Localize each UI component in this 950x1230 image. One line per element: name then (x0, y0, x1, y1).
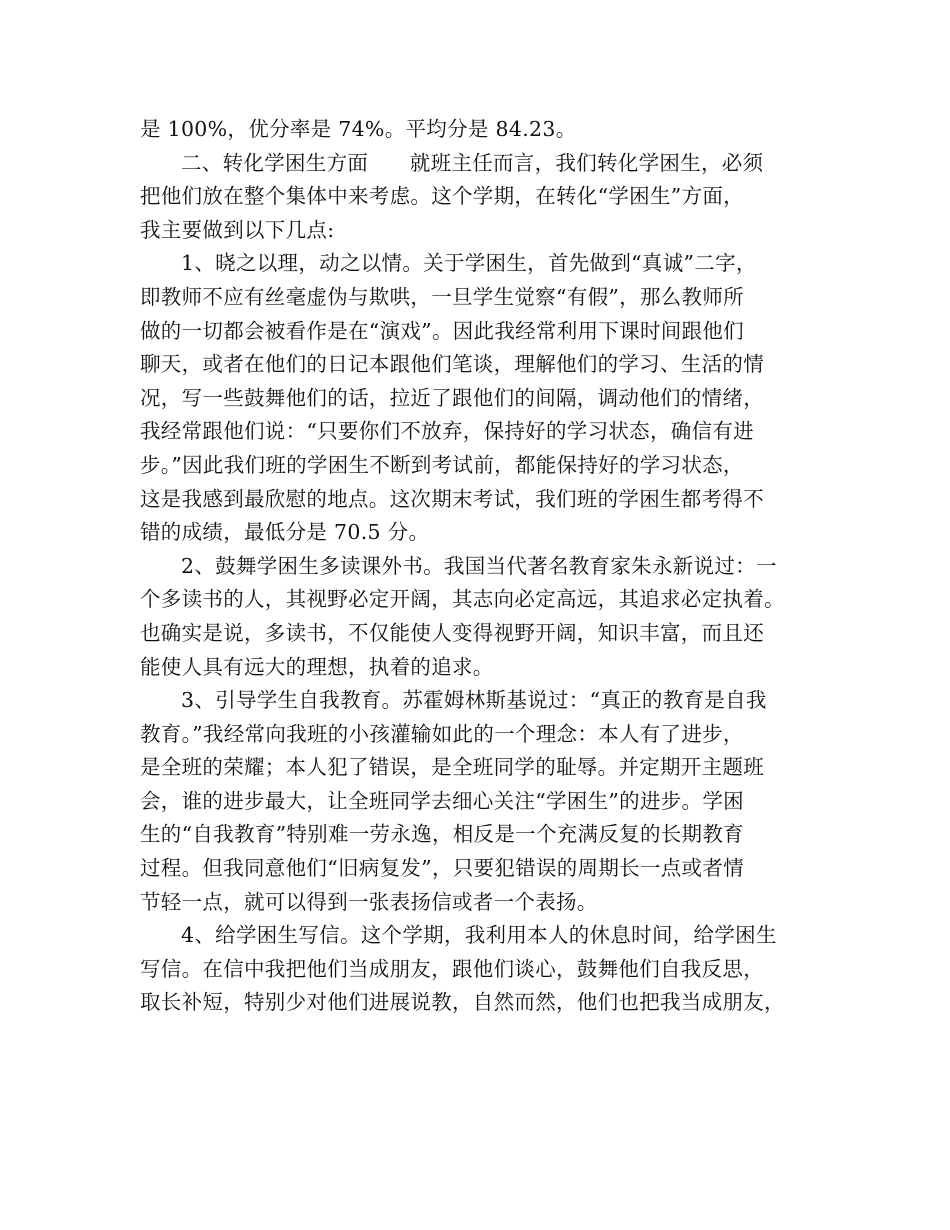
text-line: 取长补短，特别少对他们进展说教，自然而然，他们也把我当成朋友， (140, 990, 785, 1015)
text-line: 节轻一点，就可以得到一张表扬信或者一个表扬。 (140, 889, 598, 914)
text-line: 况，写一些鼓舞他们的话，拉近了跟他们的间隔，调动他们的情绪， (140, 385, 764, 410)
text-line: 即教师不应有丝毫虚伪与欺哄，一旦学生觉察“有假”，那么教师所 (140, 284, 744, 309)
document-body (140, 113, 820, 1020)
text-line: 这是我感到最欣慰的地点。这次期末考试，我们班的学困生都考得不 (140, 486, 764, 511)
text-line: 个多读书的人，其视野必定开阔，其志向必定高远，其追求必定执着。 (140, 587, 785, 612)
text-line: 聊天，或者在他们的日记本跟他们笔谈，理解他们的学习、生活的情 (140, 352, 764, 377)
text-line: 写信。在信中我把他们当成朋友，跟他们谈心，鼓舞他们自我反思， (140, 956, 764, 981)
text-line: 做的一切都会被看作是在“演戏”。因此我经常利用下课时间跟他们 (140, 318, 744, 343)
text-line: 我主要做到以下几点: (140, 217, 335, 242)
text-line: 我经常跟他们说：“只要你们不放弃，保持好的学习状态，确信有进 (140, 419, 754, 444)
text-line: 4、给学困生写信。这个学期，我利用本人的休息时间，给学困生 (181, 923, 777, 948)
text-line: 步。”因此我们班的学困生不断到考试前，都能保持好的学习状态， (140, 452, 744, 477)
text-line: 二、转化学困生方面 就班主任而言，我们转化学困生，必须 (181, 150, 764, 175)
text-line: 过程。但我同意他们“旧病复发”，只要犯错误的周期长一点或者情 (140, 856, 744, 881)
text-line: 会，谁的进步最大，让全班同学去细心关注“学困生”的进步。学困 (140, 788, 744, 813)
text-line: 生的“自我教育”特别难一劳永逸，相反是一个充满反复的长期教育 (140, 822, 744, 847)
text-line: 错的成绩，最低分是 70.5 分。 (140, 520, 430, 545)
text-line: 2、鼓舞学困生多读课外书。我国当代著名教育家朱永新说过：一 (181, 553, 777, 578)
text-line: 教育。”我经常向我班的小孩灌输如此的一个理念：本人有了进步， (140, 721, 744, 746)
text-line: 1、晓之以理，动之以情。关于学困生，首先做到“真诚”二字， (181, 251, 757, 276)
text-line: 也确实是说，多读书，不仅能使人变得视野开阔，知识丰富，而且还 (140, 620, 764, 645)
text-line: 能使人具有远大的理想，执着的追求。 (140, 654, 494, 679)
text-line: 是 100%，优分率是 74%。平均分是 84.23。 (140, 117, 577, 141)
text-line: 是全班的荣耀；本人犯了错误，是全班同学的耻辱。并定期开主题班 (140, 755, 764, 780)
text-line: 3、引导学生自我教育。苏霍姆林斯基说过：“真正的教育是自我 (181, 688, 767, 713)
text-line: 把他们放在整个集体中来考虑。这个学期，在转化“学困生”方面， (140, 184, 744, 209)
